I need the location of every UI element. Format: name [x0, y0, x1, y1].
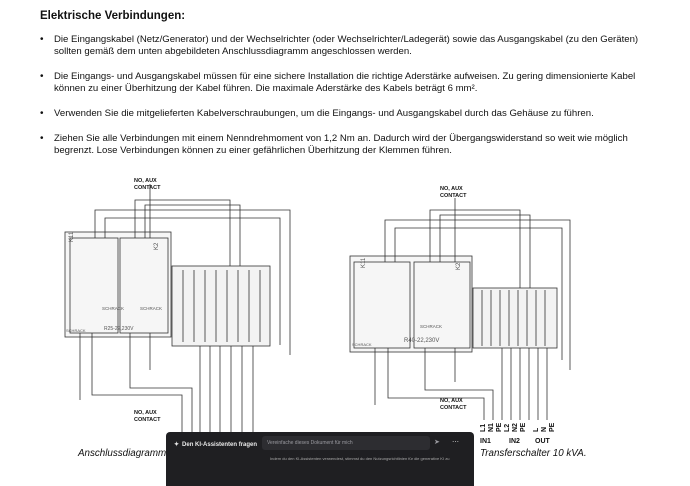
- right-relay-label-1: K11: [361, 257, 367, 268]
- right-brand-1: SCHRACK: [420, 324, 443, 329]
- right-terminal-label: N2: [512, 423, 519, 432]
- right-terminal-label: L: [533, 427, 540, 432]
- right-terminal-label: N1: [488, 423, 495, 432]
- right-wiring-diagram: [350, 198, 570, 420]
- right-terminal-block: [473, 288, 557, 348]
- list-item: • Verwenden Sie die mitgelieferten Kabelverschraubungen, um die Eingangs- und Ausgangskabel durch das Gehäuse zu führen.: [40, 108, 668, 120]
- ai-assistant-title[interactable]: [174, 441, 257, 448]
- left-wire: [130, 333, 192, 440]
- right-aux-top-line1: NO, AUX: [440, 186, 463, 192]
- ai-assistant-title-text: Den KI-Assistenten fragen: [182, 441, 258, 448]
- ai-prompt-input[interactable]: Vereinfache dieses Dokument für mich: [262, 436, 430, 450]
- right-group-label-out: OUT: [535, 438, 550, 445]
- left-diagram-caption: Anschlussdiagramm: [78, 448, 167, 459]
- right-terminal-label: L1: [480, 423, 487, 432]
- list-item: • Die Eingangs- und Ausgangskabel müssen für eine sichere Installation die richtige Aderstärke aufweisen. Zu gering dimensionierte Kabel können zu einer Überhitzung der Kabel führen. Die maximale Aderstärke des Kabels beträgt 6 mm².: [40, 71, 668, 95]
- right-terminal-label: N: [541, 426, 548, 432]
- right-diagram-caption: Transferschalter 10 kVA.: [480, 448, 587, 459]
- list-item: • Die Eingangskabel (Netz/Generator) und der Wechselrichter (oder Wechselrichter/Ladegerät) sowie das Ausgangskabel (zu den Geräten) sollten gemäß dem unten abgebildeten Anschlussdiagramm angeschlossen werden.: [40, 34, 668, 58]
- left-aux-top-line2: CONTACT: [134, 185, 161, 191]
- left-aux-top-line1: NO, AUX: [134, 178, 157, 184]
- list-item: • Ziehen Sie alle Verbindungen mit einem Nenndrehmoment von 1,2 Nm an. Dadurch wird der Übergangswiderstand so weit wie möglich begrenzt. Lose Verbindungen können zu einer gefährlichen Überhitzung der Klemmen führen.: [40, 133, 668, 157]
- right-terminal-label: PE: [520, 422, 527, 432]
- left-aux-bottom-line2: CONTACT: [134, 417, 161, 423]
- right-wire: [388, 348, 484, 420]
- document-body: [40, 10, 668, 170]
- instruction-list: [40, 34, 668, 157]
- left-relay-label-1: K11: [69, 231, 75, 242]
- right-terminal-labels: [480, 422, 556, 445]
- section-heading: Elektrische Verbindungen:: [40, 10, 186, 22]
- left-relay-label-2: K2: [154, 242, 160, 250]
- left-brand-1: SCHRACK: [102, 306, 125, 311]
- right-relay-label-2: K2: [456, 262, 462, 270]
- ai-assistant-bar: [166, 432, 474, 486]
- right-model-label: R40-22,230V: [404, 338, 440, 344]
- wiring-diagram-svg: [0, 170, 690, 460]
- left-wire: [92, 333, 182, 440]
- right-terminal-label: PE: [549, 422, 556, 432]
- left-wiring-diagram: [65, 184, 290, 440]
- right-aux-bottom-line2: CONTACT: [440, 405, 467, 411]
- left-model-label: R25-22,230V: [104, 326, 134, 332]
- more-options-icon[interactable]: ⋯: [452, 439, 459, 446]
- right-aux-top-line2: CONTACT: [440, 193, 467, 199]
- left-terminal-block: [172, 266, 270, 346]
- right-group-label-in2: IN2: [509, 438, 520, 445]
- right-group-label-in1: IN1: [480, 438, 491, 445]
- ai-disclaimer: Indem du den KI-Assistenten verwendest, stimmst du den Nutzungsrichtlinien für die generative KI zu: [270, 456, 450, 461]
- left-brand-3: SCHRACK: [66, 328, 86, 333]
- wiring-diagrams: [0, 170, 690, 460]
- sparkle-icon: ✦: [174, 442, 180, 448]
- right-brand-2: SCHRACK: [352, 342, 372, 347]
- right-terminal-label: PE: [496, 422, 503, 432]
- left-brand-2: SCHRACK: [140, 306, 163, 311]
- left-aux-bottom-line1: NO, AUX: [134, 410, 157, 416]
- right-terminal-label: L2: [504, 423, 511, 432]
- send-icon[interactable]: ➤: [434, 439, 440, 446]
- right-aux-bottom-line1: NO, AUX: [440, 398, 463, 404]
